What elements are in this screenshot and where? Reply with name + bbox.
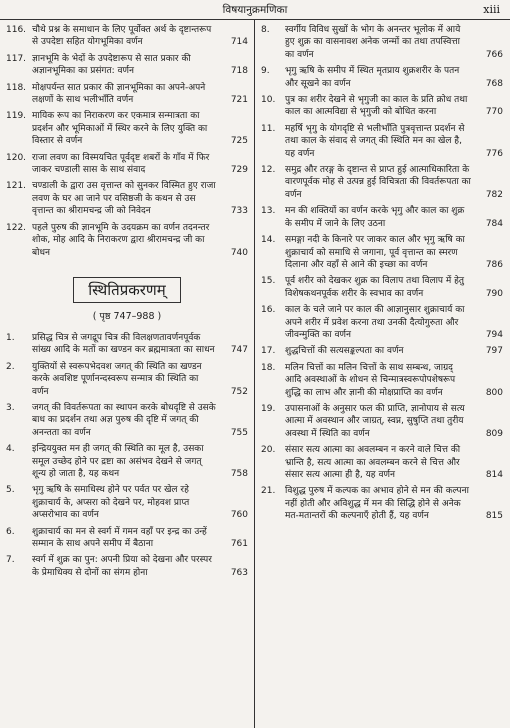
toc-entry-page: 794 [485,329,503,340]
left-entry-list-bottom [4,332,250,579]
toc-entry-text: पहले पुरुष की ज्ञानभूमि के उदयक्रम का वर्णन तदनन्तर शोक, मोह आदि के निराकरण द्वारा श्रीरामचन्द्र जी का बोधन [32,222,210,258]
toc-entry-text: पूर्व शरीर को देखकर शुक्र का विलाप तथा विलाप में हेतु विशेषकथनपूर्वक शरीर के स्वभाव का वर्णन [285,276,465,299]
toc-entry [259,403,505,440]
toc-entry-number: 6. [6,526,15,537]
toc-entry [259,24,505,61]
right-column [259,24,505,527]
toc-entry-text: भृगु ऋषि के समाधिस्थ होने पर पर्वत पर खेल रहे शुक्राचार्य के, अप्सरा को देखने पर, मोहवश प्राप्त अप्सरोभाव का वर्णन [32,485,190,521]
toc-entry-number: 10. [261,95,276,106]
toc-entry-text: मलिन चित्तों का मलिन चित्तों के साथ सम्बन्ध, जाग्रद् आदि अवस्थाओं के शोधन से चिन्मात्रस्वरूपोपशेषरूप शुद्धि का लाभ और ज्ञानी की मोक्षप्राप्ति का वर्णन [285,362,456,398]
toc-entry-text: संसार सत्य आत्मा का अवलम्बन न करने वाले चित्त की भ्रान्ति है, सत्य आत्मा का अवलम्बन करने से चित्त और संसार सत्य आत्मा ही है, यह वर्णन [285,445,461,480]
toc-entry [4,402,250,439]
running-header-title: विषयानुक्रमणिका [222,4,288,16]
toc-entry-number: 117. [6,53,27,64]
toc-entry-number: 16. [261,305,276,316]
toc-entry-number: 120. [6,152,27,163]
toc-entry [4,24,250,49]
toc-entry [4,554,250,579]
toc-entry-page: 755 [230,427,248,438]
toc-entry [259,205,505,230]
toc-entry-text: काल के चले जाने पर काल की आज्ञानुसार शुक्राचार्य का अपने शरीर में प्रवेश करना तथा उनकी दैत्योगुरुता और जीवन्मुक्ति का वर्णन [285,305,465,340]
toc-entry-number: 9. [261,66,270,77]
toc-entry-text: युक्तियों से स्वरूपभेदवश जगत् की स्थिति का खण्डन करके अवशिष्ट पूर्णानन्दस्वरूप सन्मात्र की स्थिति का वर्णन [32,361,202,397]
toc-entry-number: 20. [261,445,276,456]
toc-entry-number: 21. [261,486,276,497]
toc-entry-text: विशुद्ध पुरुष में कल्पक का अभाव होने से मन की कल्पना नहीं होती और अविशुद्ध में मन की सिद्धि होने से अनेक मत-मतान्तरों की कल्पनाएँ होती हैं, यह वर्णन [285,486,469,522]
toc-entry-text: समङ्गा नदी के किनारे पर जाकर काल और भृगु ऋषि का शुक्राचार्य को समाधि से जगाना, पूर्व वृत्तान्त का स्मरण दिलाना और वहाँ से आने की इच्छा का वर्णन [285,235,465,270]
toc-entry-text: उपासनाओं के अनुसार फल की प्राप्ति, ज्ञानोपाय से सत्य आत्मा में अवस्थान और जाग्रत्, स्वप्न, सुषुप्ति तथा तुरीय अवस्था में स्थिति का वर्णन [285,403,465,439]
toc-entry-page: 766 [485,49,503,60]
toc-entry [4,110,250,147]
toc-entry [4,222,250,259]
toc-entry-number: 15. [261,276,276,287]
left-entry-list-top [4,24,250,259]
toc-entry [259,123,505,160]
toc-entry-number: 121. [6,181,27,192]
toc-entry-page: 760 [230,510,248,521]
toc-entry [4,53,250,78]
toc-entry-page: 815 [485,511,503,522]
toc-entry-page: 721 [230,95,248,106]
toc-entry-number: 5. [6,485,15,496]
toc-entry-page: 758 [230,468,248,479]
toc-entry-number: 119. [6,111,27,122]
right-entry-list [259,24,505,523]
toc-entry-text: चण्डाली के द्वारा उस वृत्तान्त को सुनकर विस्मित हुए राजा लवण के घर आ जाने पर वसिष्ठजी के कथन से उस वृत्तान्त का श्रीरामचन्द्र जी को निवेदन [32,181,216,217]
toc-entry-page: 733 [230,206,248,217]
toc-entry-text: स्वर्गीय विविध सुखों के भोग के अनन्तर भूलोक में आये हुए शुक्र का वासनावश अनेक जन्मों का तथा तपस्वित्ता का वर्णन [285,25,461,60]
toc-entry [4,361,250,398]
toc-entry [4,152,250,177]
toc-entry [4,484,250,521]
toc-entry-number: 118. [6,82,27,93]
toc-entry-text: प्रसिद्ध चित्र से जगद्रूप चित्र की विलक्षणतावर्णनपूर्वक सांख्य आदि के मतों का खण्डन कर ब्रह्ममात्रता का साधन [32,332,215,356]
section-title: स्थितिप्रकरणम् [73,277,180,303]
toc-entry [4,526,250,551]
toc-entry-page: 740 [230,247,248,258]
toc-entry-page: 747 [230,345,248,356]
toc-entry-page: 752 [230,386,248,397]
toc-entry-text: मन की शक्तियों का वर्णन करके भृगु और काल का शुक्र के समीप में जाने के लिए उठना [285,206,465,229]
toc-entry-number: 122. [6,222,27,233]
toc-entry-page: 797 [485,346,503,357]
toc-entry [4,332,250,357]
toc-entry-text: जगत् की विवर्तरूपता का स्थापन करके बोधदृष्टि से उसके बाध का प्रदर्शन तथा अज्ञ पुरुष की दृष्टि में जगत् की अनन्तता का वर्णन [32,402,216,438]
toc-entry-number: 17. [261,346,276,357]
toc-entry-page: 776 [485,148,503,159]
toc-entry-page: 714 [230,37,248,48]
toc-entry-text: शुक्राचार्य का मन से स्वर्ग में गमन वहाँ पर इन्द्र का उन्हें सम्मान के साथ अपने समीप में बैठाना [32,526,207,549]
toc-entry-page: 729 [230,165,248,176]
toc-entry-text: चौथे प्रश्न के समाधान के लिए पूर्वोक्त अर्थ के दृष्टान्तरूप से उपदेष्टा सहित योगभूमिका वर्णन [32,25,212,48]
toc-entry [259,65,505,90]
toc-entry-number: 11. [261,123,276,134]
toc-entry-page: 800 [485,387,503,398]
toc-entry-text: स्वर्ग में शुक्र का पुन: अपनी प्रिया को देखना और परस्पर के प्रेमाधिक्य से दोनों का संगम होना [32,555,212,578]
toc-entry-number: 1. [6,332,15,343]
toc-entry-number: 18. [261,362,276,373]
toc-entry-number: 8. [261,25,270,35]
toc-entry-text: राजा लवण का विस्मयचित पूर्वदृष्ट शबरों के गाँव में फिर जाकर चण्डाली सास के साथ संवाद [32,152,210,176]
toc-entry-page: 770 [485,107,503,118]
toc-entry [259,304,505,341]
toc-entry-text: इन्द्रिययुक्त मन ही जगत् की स्थिति का मूल है, उसका समूल उच्छेद होने पर द्रष्टा का असंभव देखने से जगत् शून्य हो जाता है, यह कथन [32,444,204,479]
toc-entry-number: 2. [6,361,15,372]
toc-entry-text: मोक्षपर्यन्त सात प्रकार की ज्ञानभूमिका का अपने-अपने लक्षणों के साथ भलीभाँति वर्णन [32,82,206,106]
toc-entry-text: महर्षि भृगु के योगदृष्टि से भलीभाँति पुत्रवृत्तान्त प्रदर्शन से तथा काल के संवाद से जगत् की स्थिति मन का खेल है, यह वर्णन [285,123,465,159]
toc-entry-number: 14. [261,235,276,246]
toc-entry [259,485,505,522]
toc-entry-number: 3. [6,402,15,413]
toc-entry [259,444,505,481]
toc-entry-number: 116. [6,25,27,35]
toc-entry-page: 763 [230,567,248,578]
toc-entry-page: 725 [230,136,248,147]
toc-entry-number: 4. [6,444,15,455]
toc-entry-page: 768 [485,78,503,89]
toc-entry [259,164,505,201]
toc-entry-text: भृगु ऋषि के समीप में स्थित मृतप्राय शुक्रशरीर के पतन और सूखने का वर्णन [285,66,460,89]
toc-entry [4,180,250,217]
toc-entry [259,234,505,271]
toc-entry-page: 790 [485,288,503,299]
toc-entry-page: 718 [230,66,248,77]
toc-entry-number: 19. [261,403,276,414]
toc-entry [259,275,505,300]
toc-entry-text: पुत्र का शरीर देखने से भृगुजी का काल के प्रति क्रोध तथा काल का आत्मविद्या से भृगुजी को बोधित करना [285,95,468,118]
toc-entry-text: मायिक रूप का निराकरण कर एकमात्र सन्मात्रता का प्रदर्शन और भूमिकाओं में स्थिर करने के लिए युक्ति का विस्तार से वर्णन [32,111,208,147]
section-heading [4,277,250,303]
toc-entry [259,362,505,399]
header-rule [0,19,510,20]
left-column [4,24,250,583]
toc-entry-text: शुद्धचित्तों की सत्यसङ्कल्पता का वर्णन [285,346,404,357]
toc-entry-number: 12. [261,165,276,176]
toc-entry [259,345,505,357]
page-number: xiii [483,3,500,16]
toc-entry [259,94,505,119]
toc-entry-page: 814 [485,470,503,480]
toc-entry-page: 809 [485,428,503,439]
toc-entry-number: 7. [6,555,15,566]
toc-entry-text: समुद्र और तरङ्ग के दृष्टान्त से प्राप्त हुई आत्माधिकारिता के वारणपूर्वक मोह से उत्पन्न हुई विचित्रता की विवर्तरूपता का वर्णन [285,165,471,200]
toc-entry [4,82,250,107]
toc-entry-page: 786 [485,259,503,270]
toc-entry-page: 784 [485,218,503,229]
column-divider [254,20,255,728]
toc-entry [4,443,250,480]
toc-entry-page: 761 [230,539,248,549]
section-page-range: ( पृष्ठ 747–988 ) [92,310,162,322]
toc-entry-text: ज्ञानभूमि के भेदों के उपदेष्टारूप से सात प्रकार की अज्ञानभूमिका का प्रसंगत: वर्णन [32,53,191,77]
toc-entry-page: 782 [485,189,503,200]
toc-entry-number: 13. [261,206,276,217]
